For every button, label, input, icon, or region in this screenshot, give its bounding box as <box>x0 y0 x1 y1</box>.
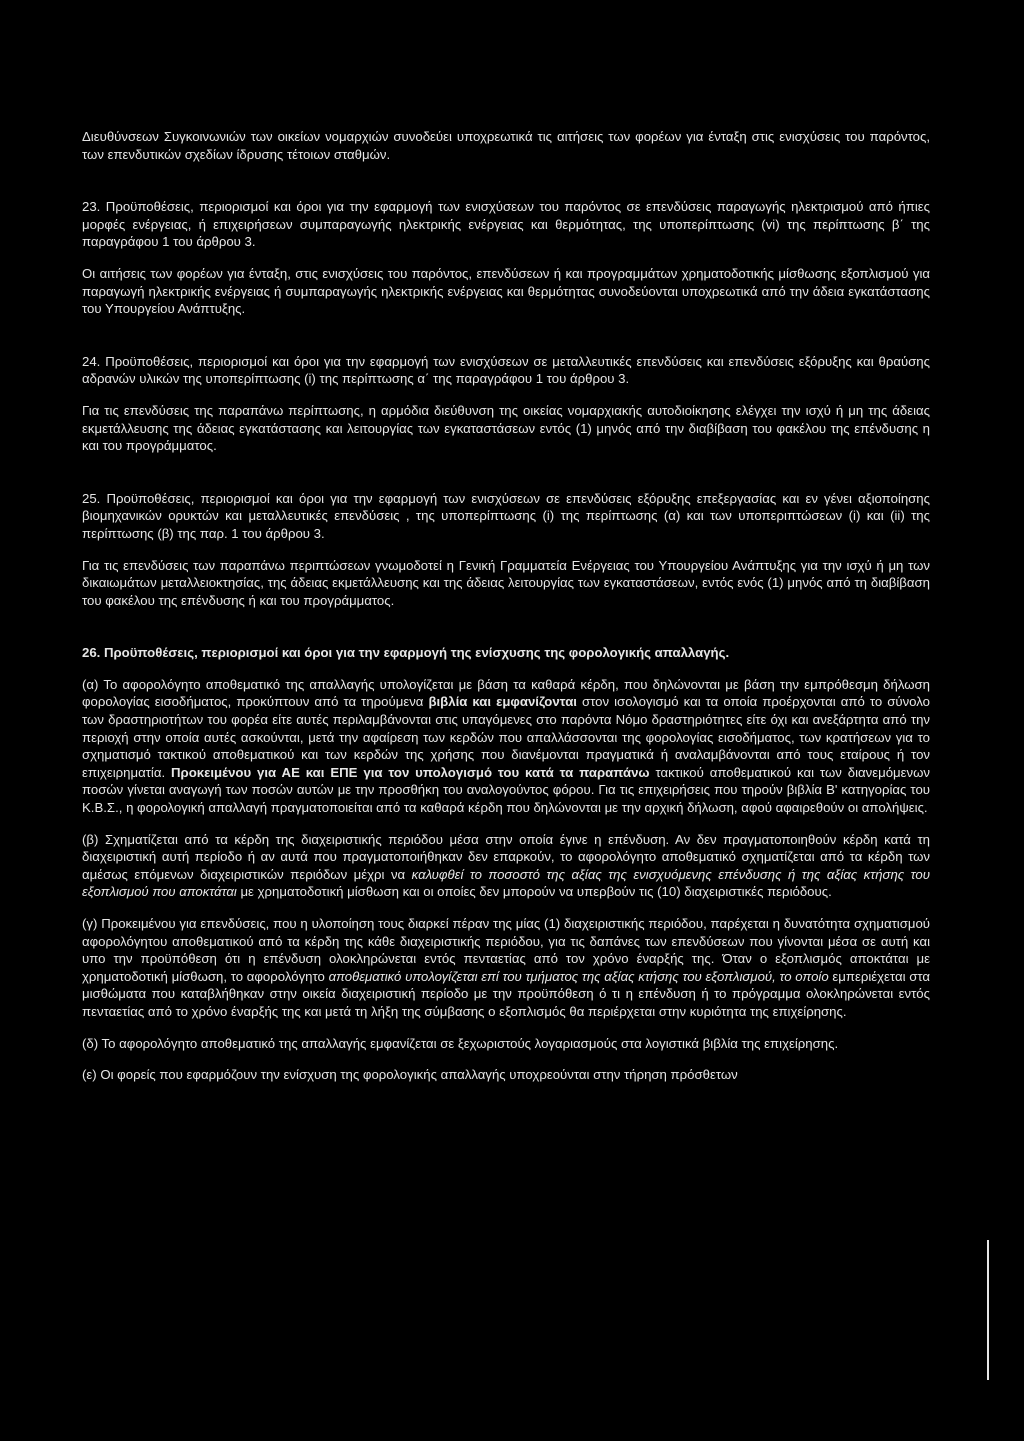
paragraph-24-body: Για τις επενδύσεις της παραπάνω περίπτωσης, η αρμόδια διεύθυνση της οικείας νομαρχιακής αυτοδιοίκησης ελέγχει την ισχύ ή μη της άδειας εκμετάλλευσης της άδειας εγκατάστασης και λειτουργίας των εγκαταστάσεων εντός (1) μηνός από την διαβίβαση του φακέλου της επένδυσης η και του προγράμματος. <box>82 402 930 454</box>
paragraph-26-b-part: με χρηματοδοτική μίσθωση και οι οποίες δεν μπορούν να υπερβούν τις (10) διαχειριστικές περιόδους. <box>236 884 832 900</box>
paragraph-26-c-italic: αποθεματικό υπολογίζεται επί του τμήματος της αξίας κτήσης του εξοπλισμού, το οποίο <box>328 968 829 984</box>
paragraph-26-a-bold: Προκειμένου για ΑΕ και ΕΠΕ για τον υπολογισμό του κατά τα παραπάνω <box>171 764 650 780</box>
paragraph-26-d: (δ) Το αφορολόγητο αποθεματικό της απαλλαγής εμφανίζεται σε ξεχωριστούς λογαριασμούς στα λογιστικά βιβλία της επιχείρησης. <box>82 1035 839 1051</box>
paragraph-26-heading: 26. Προϋποθέσεις, περιορισμοί και όροι για την εφαρμογή της ενίσχυσης της φορολογικής απαλλαγής. <box>82 645 730 661</box>
paragraph-26-c <box>82 915 930 1021</box>
document-page <box>82 128 930 1084</box>
paragraph-26-c-part: εμπεριέχεται στα μισθώματα που καταβλήθηκαν στην οικεία διαχειριστική περίοδο με την προϋπόθεση ό τι η επένδυση ή το πρόγραμμα ολοκληρώνεται εντός πενταετίας από το χρόνο έναρξής της και μετά τη λήξη της σύμβασης ο εξοπλισμός θα περιέρχεται στην κυριότητα της επιχείρησης. <box>82 968 930 1019</box>
paragraph-23-body: Οι αιτήσεις των φορέων για ένταξη, στις ενισχύσεις του παρόντος, επενδύσεων ή και προγραμμάτων χρηματοδοτικής μίσθωσης εξοπλισμού για παραγωγή ηλεκτρικής ενέργειας ή συμπαραγωγής ηλεκτρικής ενέργειας και θερμότητας συνοδεύονται υποχρεωτικά από την άδεια εγκατάστασης του Υπουργείου Ανάπτυξης. <box>82 265 930 317</box>
paragraph-26-e: (ε) Οι φορείς που εφαρμόζουν την ενίσχυση της φορολογικής απαλλαγής υποχρεούνται στην τήρηση πρόσθετων <box>82 1067 738 1083</box>
paragraph-26-a-part: τακτικού αποθεματικού και των διανεμόμενων ποσών γίνεται αναγωγή των ποσών αυτών με την προσθήκη του αναλογούντος φόρου. Για τις επιχειρήσεις που τηρούν βιβλία Β' κατηγορίας του Κ.Β.Σ., η φορολογική απαλλαγή πραγματοποιείται από τα καθαρά κέρδη που δηλώνονται με την αρχική δήλωση, αφού αφαιρεθούν οι απολήψεις. <box>82 764 930 816</box>
paragraph-26-b-part: (β) Σχηματίζεται από τα κέρδη της διαχειριστικής περιόδου μέσα στην οποία έγινε η επένδυση. Αν δεν πραγματοποιηθούν κέρδη κατά τη διαχειριστική αυτή περίοδο ή αν αυτά που πραγματοποιήθηκαν δεν επαρκούν, το αφορολόγητο αποθεματικό σχηματίζεται από τα κέρδη των αμέσως επόμενων διαχειριστικών περιόδων μέχρι να <box>82 831 930 882</box>
paragraph-24-heading: 24. Προϋποθέσεις, περιορισμοί και όροι για την εφαρμογή των ενισχύσεων σε μεταλλευτικές επενδύσεις και επενδύσεις εξόρυξης και θραύσης αδρανών υλικών της υποπερίπτωσης (i) της περίπτωσης α΄ της παραγράφου 1 του άρθρου 3. <box>82 353 930 387</box>
paragraph-26-a-part: (α) Το αφορολόγητο αποθεματικό της απαλλαγής υπολογίζεται με βάση τα καθαρά κέρδη, που δηλώνονται με βάση την εμπρόθεσμη δήλωση φορολογίας εισοδήματος, προκύπτουν από τα τηρούμενα <box>82 676 930 710</box>
paragraph-25-body: Για τις επενδύσεις των παραπάνω περιπτώσεων γνωμοδοτεί η Γενική Γραμματεία Ενέργειας του Υπουργείου Ανάπτυξης για την ισχύ ή μη των δικαιωμάτων μεταλλειοκτησίας, της άδειας εκμετάλλευσης και της άδειας λειτουργίας των εγκαταστάσεων, εντός ενός (1) μηνός από τη διαβίβαση του φακέλου της επένδυσης ή και του προγράμματος. <box>82 557 930 608</box>
paragraph-26-a <box>82 676 930 817</box>
margin-rule <box>987 1240 989 1380</box>
paragraph-26-a-part: στον ισολογισμό και τα οποία προέρχονται από το σύνολο των δραστηριοτήτων του φορέα είτε αυτές περιλαμβάνονται στις υπαγόμενες στο παρόντα Νόμο δραστηριότητες είτε όχι και ανεξάρτητα από την περιοχή στην οποία αυτές ασκούνται, μετά την αφαίρεση των κερδών που απαλλάσσονται της φορολογίας εισοδήματος, των κρατήσεων για το σχηματισμό τακτικού αποθεματικού και των κερδών της χρήσης που διανέμονται πραγματικά ή αναλαμβάνονται από τους εταίρους ή τον επιχειρηματία. <box>82 694 930 780</box>
paragraph-25-heading: 25. Προϋποθέσεις, περιορισμοί και όροι για την εφαρμογή των ενισχύσεων σε επενδύσεις εξόρυξης επεξεργασίας και εν γένει αξιοποίησης βιομηχανικών ορυκτών και μεταλλευτικές επενδύσεις , της υποπερίπτωσης (i) της περίπτωσης (α) και των υποπεριπτώσεων (i) και (ii) της περίπτωσης (β) της παρ. 1 του άρθρου 3. <box>82 490 930 541</box>
paragraph-26-c-part: (γ) Προκειμένου για επενδύσεις, που η υλοποίηση τους διαρκεί πέραν της μίας (1) διαχειριστικής περιόδου, παρέχεται η δυνατότητα σχηματισμού αφορολόγητου αποθεματικού από τα κέρδη της κάθε διαχειριστικής περιόδου, για τις δαπάνες των επενδύσεων που γίνονται μέσα σε αυτή και υπο την προϋπόθεση ότι η επένδυση ολοκληρώνεται εντός πενταετίας από τον χρόνο έναρξής της. Όταν ο εξοπλισμός αποκτάται με χρηματοδοτική μίσθωση, το αφορολόγητο <box>82 916 930 984</box>
paragraph-23-heading: 23. Προϋποθέσεις, περιορισμοί και όροι για την εφαρμογή των ενισχύσεων του παρόντος σε επενδύσεις παραγωγής ηλεκτρισμού από ήπιες μορφές ενέργειας, ή επιχειρήσεων συμπαραγωγής ηλεκτρικής ενέργειας και θερμότητας, της υποπερίπτωσης (vi) της περίπτωσης β΄ της παραγράφου 1 του άρθρου 3. <box>82 199 930 250</box>
paragraph-26-a-bold: βιβλία και εμφανίζονται <box>428 694 577 710</box>
paragraph-26-b <box>82 831 930 901</box>
paragraph-26-b-italic: καλυφθεί το ποσοστό της αξίας της ενισχυόμενης επένδυσης ή της αξίας κτήσης του εξοπλισμού που αποκτάται <box>82 866 930 900</box>
paragraph-continuation: Διευθύνσεων Συγκοινωνιών των οικείων νομαρχιών συνοδεύει υποχρεωτικά τις αιτήσεις των φορέων για ένταξη στις ενισχύσεις του παρόντος, των επενδυτικών σχεδίων ίδρυσης τέτοιων σταθμών. <box>82 129 930 162</box>
